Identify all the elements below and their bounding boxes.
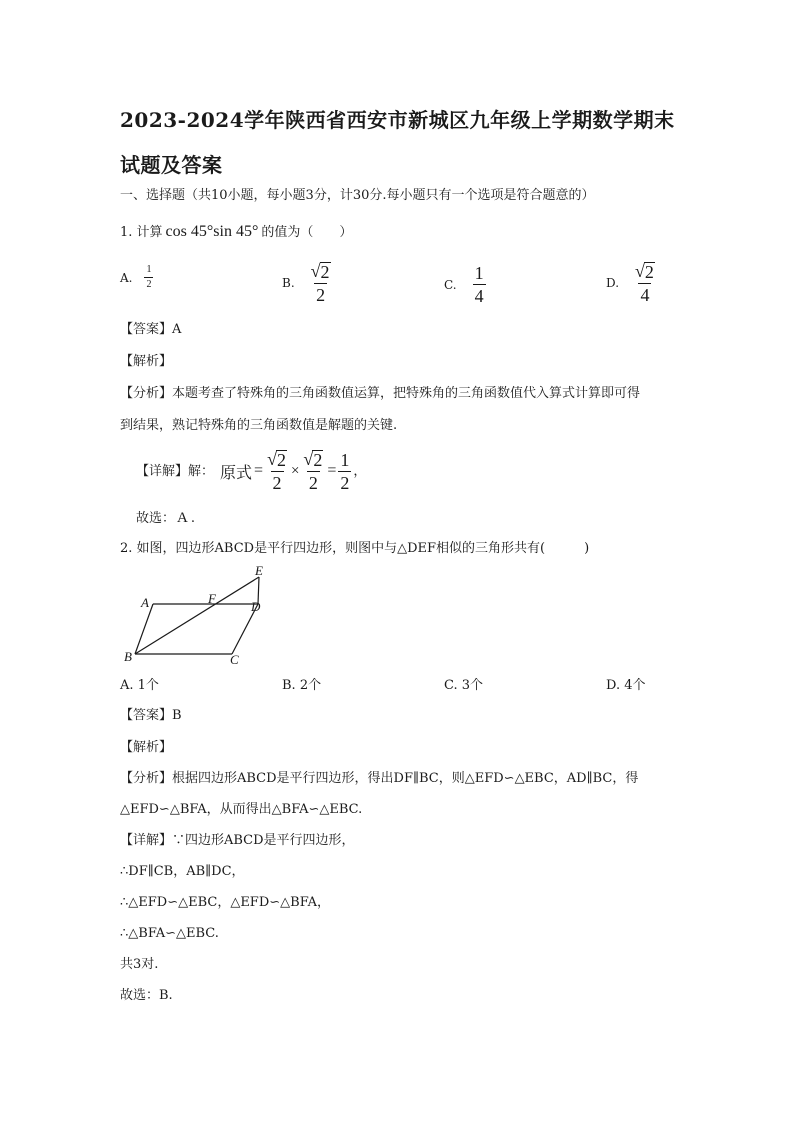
q1-analysis-head: 【解析】: [120, 354, 173, 369]
q1-fenxi-line2: 到结果，熟记特殊角的三角函数值是解题的关键.: [120, 418, 398, 433]
q2-detail-line5: 共3对.: [120, 957, 159, 972]
q1-option-d: D. √ 2 4: [606, 262, 657, 304]
q2-option-b: B. 2个: [282, 678, 322, 693]
parallelogram-figure: [118, 560, 278, 670]
segment-ab: [135, 604, 153, 654]
q1-option-d-fraction: √ 2 4: [635, 261, 654, 305]
label-f: F: [208, 591, 216, 606]
doc-title-line2: 试题及答案: [120, 153, 223, 177]
q2-option-c: C. 3个: [444, 678, 484, 693]
q2-answer: 【答案】B: [120, 708, 182, 723]
q2-stem: 2. 如图，四边形ABCD是平行四边形，则图中与△DEF相似的三角形共有( ): [120, 541, 590, 556]
q1-detail-fraction-2: √ 2 2: [303, 449, 323, 493]
q1-option-b-fraction: √ 2 2: [310, 261, 330, 305]
q1-choose: 故选： A .: [136, 510, 195, 526]
q1-stem: [120, 224, 352, 240]
q1-option-a-fraction: $\frac{1}{2}$: [146, 264, 152, 290]
q1-detail-fraction-1: √ 2 2: [267, 449, 286, 493]
q2-detail-line2: ∴DF∥CB，AB∥DC，: [120, 864, 245, 879]
q2-fenxi-line1: 【分析】根据四边形ABCD是平行四边形，得出DF∥BC，则△EFD∽△EBC，AD∥BC，得: [120, 771, 639, 786]
q2-option-d: D. 4个: [606, 678, 646, 693]
q1-fenxi-line1: 【分析】本题考查了特殊角的三角函数值运算，把特殊角的三角函数值代入算式计算即可得: [120, 386, 641, 401]
q2-detail-line4: ∴△BFA∽△EBC.: [120, 926, 219, 941]
q1-detail-fraction-3: $\frac{1}{2}$: [340, 449, 350, 493]
segment-be: [135, 577, 259, 654]
q2-fenxi-line2: △EFD∽△BFA，从而得出△BFA∽△EBC.: [120, 802, 363, 817]
doc-title-line1: 2023-2024学年陕西省西安市新城区九年级上学期数学期末: [120, 108, 675, 132]
label-b: B: [124, 649, 132, 664]
q1-option-b: B. √ 2 2: [282, 262, 333, 304]
q1-expression: cos 45°sin 45°: [165, 223, 259, 240]
q1-option-c-fraction: $\frac{1}{4}$: [474, 263, 484, 306]
label-e: E: [255, 563, 263, 578]
label-a: A: [141, 595, 149, 610]
q1-detail: 【详解】解： 原式 = √ 2 2 × √ 2 2 = $\frac{1}{2}$ ，: [136, 449, 367, 493]
q1-answer: 【答案】A: [120, 322, 182, 337]
q2-detail-line1: 【详解】∵四边形ABCD是平行四边形，: [120, 833, 355, 848]
q2-option-a: A. 1个: [120, 678, 159, 693]
q2-choose: 故选：B.: [120, 988, 173, 1003]
q1-prefix: 1. 计算: [120, 224, 163, 240]
section-header: 一、选择题（共10小题，每小题3分，计30分.每小题只有一个选项是符合题意的）: [120, 188, 595, 203]
q2-detail-line3: ∴△EFD∽△EBC，△EFD∽△BFA，: [120, 895, 330, 910]
q2-analysis-head: 【解析】: [120, 740, 173, 755]
q1-option-a: A. $\frac{1}{2}$: [120, 264, 152, 290]
label-d: D: [251, 599, 261, 614]
q1-suffix: 的值为（ ）: [261, 224, 353, 240]
q1-option-c: C. $\frac{1}{4}$: [444, 263, 484, 306]
label-c: C: [230, 652, 239, 667]
